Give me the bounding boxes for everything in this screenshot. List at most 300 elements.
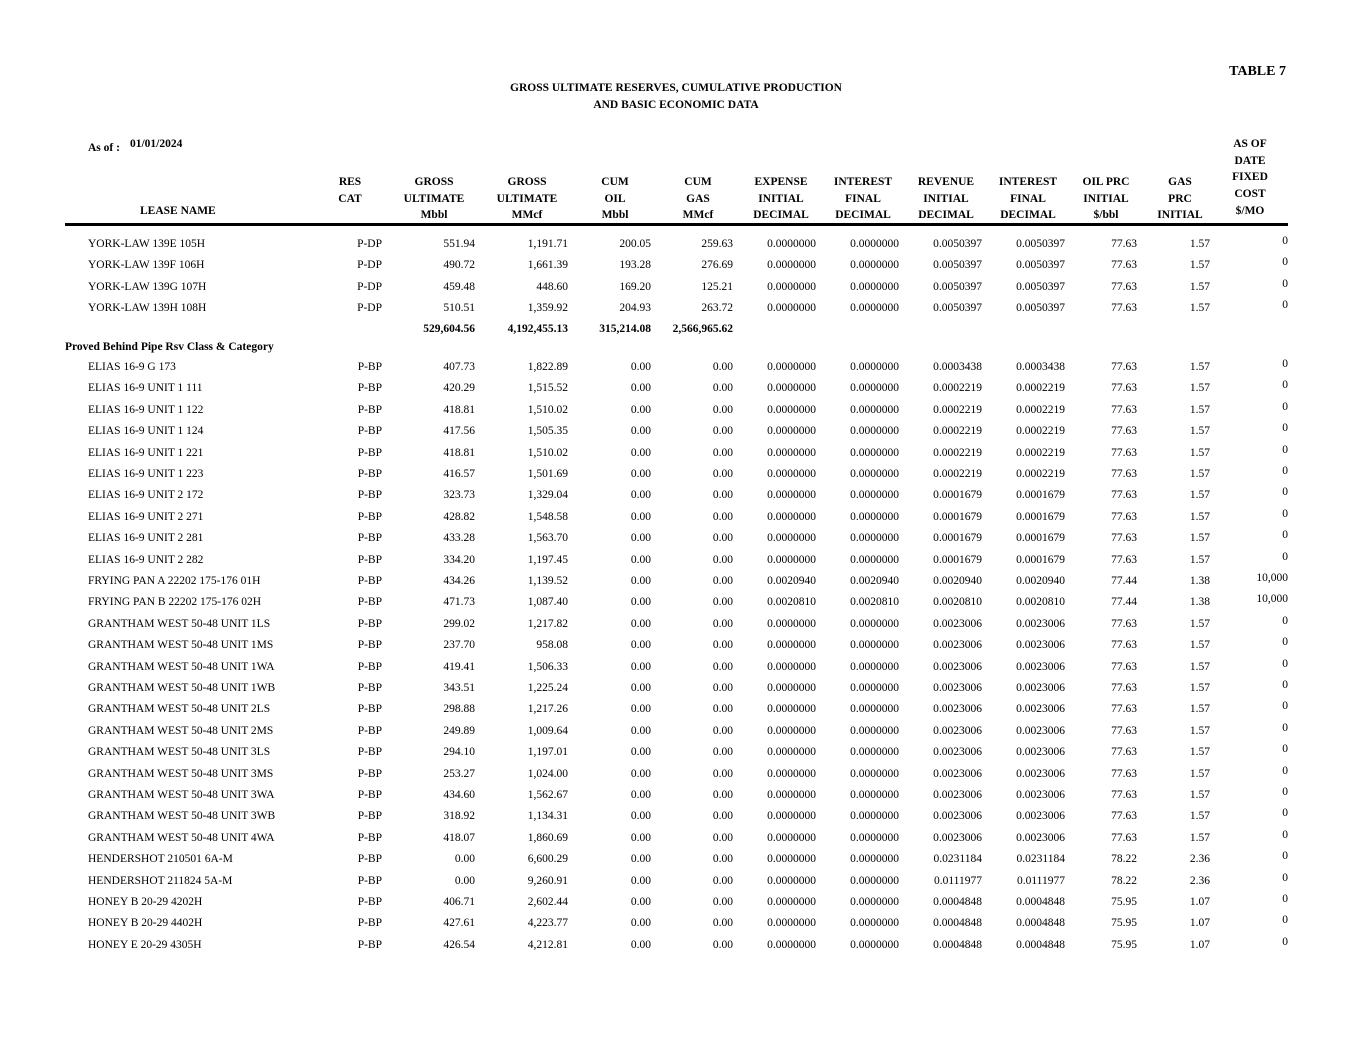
cell-lease-name: GRANTHAM WEST 50-48 UNIT 4WA: [88, 831, 275, 844]
cell-lease-name: YORK-LAW 139E 105H: [88, 238, 206, 250]
cell-cum-oil: 0.00: [630, 489, 651, 502]
table-row: [0, 444, 1365, 465]
cell-gross-gas: 1,024.00: [527, 767, 568, 780]
header-cum-gas: [675, 174, 721, 224]
as-of-label: As of :: [88, 142, 120, 154]
cell-cum-gas: 0.00: [712, 896, 733, 908]
cell-oil-price: 75.95: [1111, 917, 1137, 930]
cell-fixed-cost: 0: [1282, 743, 1288, 756]
cell-res-cat: P-BP: [357, 575, 382, 587]
cell-cum-gas: 0.00: [712, 746, 733, 759]
cell-gross-gas: 1,191.71: [527, 238, 568, 250]
cell-cum-oil: 0.00: [630, 853, 651, 866]
cell-gross-oil: 417.56: [443, 425, 475, 438]
cell-gross-gas: 1,506.33: [527, 660, 568, 673]
cell-cum-gas: 0.00: [712, 532, 733, 545]
cell-revenue-initial: 0.0023006: [933, 617, 982, 630]
table-row: [0, 850, 1365, 871]
cell-gas-price: 1.57: [1189, 425, 1210, 438]
cell-oil-price: 77.63: [1111, 532, 1137, 545]
cell-interest-final: 0.0000000: [850, 703, 899, 716]
cell-fixed-cost: 0: [1282, 379, 1288, 392]
cell-expense-initial: 0.0000000: [767, 553, 816, 566]
cell-expense-initial: 0.0000000: [767, 917, 816, 930]
cell-gross-oil: 471.73: [443, 596, 475, 609]
header-line: RES: [338, 176, 362, 188]
table-row: [0, 593, 1365, 614]
cell-res-cat: P-DP: [357, 259, 382, 272]
cell-expense-initial: 0.0000000: [767, 280, 816, 293]
cell-gas-price: 1.57: [1189, 446, 1210, 459]
cell-gas-price: 1.57: [1189, 510, 1210, 523]
cell-cum-oil: 0.00: [630, 810, 651, 823]
cell-res-cat: P-BP: [357, 682, 382, 694]
cell-expense-initial: 0.0000000: [767, 853, 816, 866]
cell-gas-price: 1.38: [1189, 596, 1210, 609]
cell-cum-gas: 0.00: [712, 617, 733, 630]
cell-gas-price: 1.57: [1189, 639, 1210, 652]
header-line: MMcf: [682, 209, 714, 222]
cell-gas-price: 2.36: [1189, 853, 1210, 866]
cell-fixed-cost: 0: [1282, 935, 1288, 948]
cell-expense-initial: 0.0000000: [767, 938, 816, 951]
cell-cum-gas: 0.00: [712, 489, 733, 502]
cell-interest-final: 0.0020940: [850, 575, 899, 587]
cell-gross-gas: 1,860.69: [527, 831, 568, 844]
as-of-date: [88, 138, 183, 154]
cell-oil-price: 77.63: [1111, 810, 1137, 823]
cell-cum-gas: 276.69: [701, 259, 733, 272]
cell-gross-gas: 9,260.91: [527, 874, 568, 887]
cell-res-cat: P-BP: [357, 831, 382, 844]
cell-gas-price: 1.57: [1189, 810, 1210, 823]
cell-lease-name: ELIAS 16-9 UNIT 2 282: [88, 553, 204, 566]
header-line: INITIAL: [1157, 209, 1203, 222]
cell-interest-final-rev: 0.0050397: [1016, 302, 1065, 315]
cell-interest-final-rev: 0.0001679: [1016, 489, 1065, 502]
cell-revenue-initial: 0.0023006: [933, 639, 982, 652]
cell-gross-oil: 343.51: [443, 682, 475, 694]
cell-cum-oil: 0.00: [630, 767, 651, 780]
cell-gross-gas: 1,548.58: [527, 510, 568, 523]
cell-lease-name: HENDERSHOT 210501 6A-M: [88, 853, 233, 866]
table-row: [0, 679, 1365, 700]
cell-revenue-initial: 0.0002219: [933, 382, 982, 395]
cell-cum-gas: 0.00: [712, 596, 733, 609]
cell-gas-price: 1.57: [1189, 361, 1210, 373]
cell-gross-oil: 434.60: [443, 789, 475, 801]
table-row: [0, 256, 1365, 277]
cell-fixed-cost: 0: [1282, 614, 1288, 627]
cell-fixed-cost: 0: [1282, 657, 1288, 670]
total-cum-gas: 2,566,965.62: [672, 323, 733, 335]
cell-cum-gas: 0.00: [712, 468, 733, 480]
cell-revenue-initial: 0.0023006: [933, 703, 982, 716]
cell-oil-price: 77.63: [1111, 724, 1137, 737]
cell-revenue-initial: 0.0050397: [933, 259, 982, 272]
table-row: [0, 401, 1365, 422]
table-row: [0, 829, 1365, 850]
cell-lease-name: ELIAS 16-9 UNIT 2 172: [88, 489, 204, 502]
cell-interest-final: 0.0000000: [850, 789, 899, 801]
cell-cum-gas: 0.00: [712, 703, 733, 716]
cell-fixed-cost: 0: [1282, 529, 1288, 542]
cell-revenue-initial: 0.0004848: [933, 938, 982, 951]
cell-cum-gas: 0.00: [712, 853, 733, 866]
cell-expense-initial: 0.0000000: [767, 789, 816, 801]
cell-cum-gas: 259.63: [701, 238, 733, 250]
total-cum-oil: 315,214.08: [599, 323, 651, 335]
cell-expense-initial: 0.0000000: [767, 468, 816, 480]
cell-lease-name: ELIAS 16-9 UNIT 2 281: [88, 532, 204, 545]
cell-res-cat: P-BP: [357, 532, 382, 545]
cell-gross-oil: 294.10: [443, 746, 475, 759]
cell-gross-oil: 420.29: [443, 382, 475, 395]
cell-cum-oil: 0.00: [630, 896, 651, 908]
cell-interest-final-rev: 0.0023006: [1016, 639, 1065, 652]
cell-interest-final: 0.0000000: [850, 896, 899, 908]
header-line: FINAL: [1010, 192, 1046, 205]
cell-lease-name: GRANTHAM WEST 50-48 UNIT 3LS: [88, 746, 271, 759]
cell-interest-final: 0.0000000: [850, 280, 899, 293]
cell-cum-gas: 0.00: [712, 917, 733, 930]
cell-lease-name: HENDERSHOT 211824 5A-M: [88, 874, 233, 887]
cell-interest-final: 0.0000000: [850, 767, 899, 780]
cell-interest-final-rev: 0.0050397: [1016, 238, 1065, 250]
cell-cum-oil: 0.00: [630, 660, 651, 673]
cell-gross-gas: 4,223.77: [527, 917, 568, 930]
cell-cum-oil: 0.00: [630, 382, 651, 395]
cell-gas-price: 1.57: [1189, 468, 1210, 480]
cell-res-cat: P-BP: [357, 874, 382, 887]
report-title-line-2: AND BASIC ECONOMIC DATA: [593, 99, 759, 111]
cell-lease-name: GRANTHAM WEST 50-48 UNIT 2MS: [88, 724, 274, 737]
cell-revenue-initial: 0.0002219: [933, 403, 982, 416]
cell-interest-final: 0.0000000: [850, 510, 899, 523]
cell-oil-price: 77.44: [1111, 575, 1137, 587]
cell-gross-gas: 4,212.81: [527, 938, 568, 951]
cell-interest-final: 0.0000000: [850, 553, 899, 566]
cell-revenue-initial: 0.0023006: [933, 746, 982, 759]
header-line: ULTIMATE: [403, 192, 465, 205]
table-row: [0, 722, 1365, 743]
cell-res-cat: P-BP: [357, 361, 382, 373]
cell-gas-price: 1.57: [1189, 746, 1210, 759]
header-fixed-cost: [1220, 136, 1280, 220]
cell-revenue-initial: 0.0001679: [933, 510, 982, 523]
cell-gas-price: 1.57: [1189, 403, 1210, 416]
cell-interest-final: 0.0000000: [850, 639, 899, 652]
cell-cum-gas: 0.00: [712, 938, 733, 951]
table-row: [0, 422, 1365, 443]
cell-lease-name: HONEY B 20-29 4402H: [88, 917, 203, 930]
cell-revenue-initial: 0.0023006: [933, 789, 982, 801]
cell-cum-gas: 0.00: [712, 403, 733, 416]
cell-expense-initial: 0.0000000: [767, 724, 816, 737]
cell-gross-gas: 1,087.40: [527, 596, 568, 609]
cell-gross-gas: 1,501.69: [527, 468, 568, 480]
cell-interest-final-rev: 0.0023006: [1016, 617, 1065, 630]
cell-fixed-cost: 0: [1282, 507, 1288, 520]
table-row: [0, 872, 1365, 893]
cell-oil-price: 77.63: [1111, 468, 1137, 480]
cell-cum-gas: 0.00: [712, 446, 733, 459]
cell-expense-initial: 0.0000000: [767, 660, 816, 673]
cell-res-cat: P-BP: [357, 767, 382, 780]
cell-cum-oil: 0.00: [630, 532, 651, 545]
cell-cum-oil: 204.93: [619, 302, 651, 315]
cell-cum-oil: 0.00: [630, 682, 651, 694]
cell-interest-final: 0.0000000: [850, 724, 899, 737]
cell-interest-final: 0.0000000: [850, 617, 899, 630]
header-line: DECIMAL: [835, 209, 891, 222]
cell-cum-oil: 169.20: [619, 280, 651, 293]
cell-interest-final: 0.0000000: [850, 238, 899, 250]
cell-interest-final-rev: 0.0023006: [1016, 682, 1065, 694]
cell-lease-name: YORK-LAW 139G 107H: [88, 280, 207, 293]
cell-gas-price: 1.57: [1189, 553, 1210, 566]
cell-gross-oil: 434.26: [443, 575, 475, 587]
cell-gas-price: 1.57: [1189, 238, 1210, 250]
table-row: [0, 658, 1365, 679]
cell-res-cat: P-BP: [357, 468, 382, 480]
cell-lease-name: FRYING PAN A 22202 175-176 01H: [88, 575, 261, 587]
cell-gross-oil: 0.00: [454, 874, 475, 887]
cell-gas-price: 1.57: [1189, 682, 1210, 694]
cell-cum-oil: 0.00: [630, 575, 651, 587]
cell-gas-price: 1.38: [1189, 575, 1210, 587]
header-line: OIL: [604, 192, 626, 205]
cell-gas-price: 1.57: [1189, 302, 1210, 315]
cell-gas-price: 1.07: [1189, 896, 1210, 908]
cell-expense-initial: 0.0000000: [767, 831, 816, 844]
cell-oil-price: 77.63: [1111, 510, 1137, 523]
cell-cum-oil: 200.05: [619, 238, 651, 250]
cell-fixed-cost: 0: [1282, 486, 1288, 499]
cell-expense-initial: 0.0000000: [767, 874, 816, 887]
cell-fixed-cost: 0: [1282, 358, 1288, 370]
cell-fixed-cost: 0: [1282, 700, 1288, 713]
cell-cum-oil: 0.00: [630, 724, 651, 737]
cell-gross-gas: 448.60: [536, 280, 568, 293]
cell-gas-price: 1.57: [1189, 724, 1210, 737]
cell-gross-oil: 334.20: [443, 553, 475, 566]
header-line: GAS: [1168, 176, 1192, 188]
table-row: [0, 508, 1365, 529]
table-row: [0, 936, 1365, 957]
header-gross-gas: [487, 174, 567, 224]
cell-gross-gas: 1,822.89: [527, 361, 568, 373]
cell-revenue-initial: 0.0001679: [933, 489, 982, 502]
header-line: AS OF: [1233, 138, 1267, 150]
cell-res-cat: P-BP: [357, 489, 382, 502]
table-row: [0, 299, 1365, 320]
header-line: DECIMAL: [918, 209, 974, 222]
cell-gas-price: 1.57: [1189, 259, 1210, 272]
cell-interest-final-rev: 0.0002219: [1016, 468, 1065, 480]
cell-lease-name: GRANTHAM WEST 50-48 UNIT 3WA: [88, 789, 275, 801]
header-line: DECIMAL: [1000, 209, 1056, 222]
cell-cum-gas: 0.00: [712, 382, 733, 395]
cell-cum-gas: 0.00: [712, 639, 733, 652]
cell-oil-price: 77.63: [1111, 767, 1137, 780]
cell-expense-initial: 0.0000000: [767, 403, 816, 416]
cell-gas-price: 1.57: [1189, 660, 1210, 673]
cell-interest-final: 0.0000000: [850, 446, 899, 459]
cell-revenue-initial: 0.0023006: [933, 810, 982, 823]
cell-interest-final: 0.0000000: [850, 660, 899, 673]
table-row: [0, 893, 1365, 914]
cell-fixed-cost: 0: [1282, 914, 1288, 927]
cell-gross-gas: 1,515.52: [527, 382, 568, 395]
cell-expense-initial: 0.0020940: [767, 575, 816, 587]
cell-interest-final-rev: 0.0023006: [1016, 660, 1065, 673]
header-line: OIL PRC: [1082, 176, 1130, 188]
cell-interest-final-rev: 0.0023006: [1016, 831, 1065, 844]
totals-row: [0, 323, 1365, 343]
cell-lease-name: GRANTHAM WEST 50-48 UNIT 1LS: [88, 617, 271, 630]
cell-interest-final: 0.0000000: [850, 468, 899, 480]
cell-lease-name: ELIAS 16-9 G 173: [88, 361, 176, 373]
cell-lease-name: GRANTHAM WEST 50-48 UNIT 1MS: [88, 639, 274, 652]
cell-oil-price: 77.63: [1111, 617, 1137, 630]
as-of-value: 01/01/2024: [129, 138, 183, 150]
cell-gross-oil: 253.27: [443, 767, 475, 780]
cell-interest-final: 0.0000000: [850, 403, 899, 416]
header-line: Mbbl: [601, 209, 629, 222]
cell-expense-initial: 0.0000000: [767, 489, 816, 502]
cell-gas-price: 1.57: [1189, 617, 1210, 630]
cell-gas-price: 1.07: [1189, 938, 1210, 951]
cell-oil-price: 77.63: [1111, 831, 1137, 844]
cell-cum-oil: 0.00: [630, 746, 651, 759]
total-gross-oil: 529,604.56: [423, 323, 475, 335]
cell-interest-final: 0.0000000: [850, 489, 899, 502]
cell-revenue-initial: 0.0023006: [933, 724, 982, 737]
cell-fixed-cost: 0: [1282, 256, 1288, 269]
cell-gas-price: 1.57: [1189, 703, 1210, 716]
cell-gross-gas: 1,217.26: [527, 703, 568, 716]
cell-res-cat: P-DP: [357, 280, 382, 293]
cell-revenue-initial: 0.0050397: [933, 238, 982, 250]
header-line: INTEREST: [998, 176, 1058, 188]
cell-cum-oil: 0.00: [630, 617, 651, 630]
header-interest-final-2: [992, 174, 1064, 224]
cell-expense-initial: 0.0000000: [767, 382, 816, 395]
cell-gross-oil: 249.89: [443, 724, 475, 737]
cell-revenue-initial: 0.0111977: [933, 874, 982, 887]
header-cum-oil: [592, 174, 638, 224]
cell-gross-gas: 1,197.01: [527, 746, 568, 759]
cell-interest-final-rev: 0.0004848: [1016, 938, 1065, 951]
cell-gross-gas: 1,510.02: [527, 446, 568, 459]
section-heading: Proved Behind Pipe Rsv Class & Category: [65, 341, 274, 353]
table-row: [0, 786, 1365, 807]
cell-fixed-cost: 0: [1282, 400, 1288, 413]
header-line: INTEREST: [833, 176, 893, 188]
header-line: Mbbl: [420, 209, 448, 222]
cell-interest-final: 0.0000000: [850, 425, 899, 438]
cell-revenue-initial: 0.0001679: [933, 532, 982, 545]
header-line: FINAL: [845, 192, 881, 205]
cell-gross-oil: 299.02: [443, 617, 475, 630]
cell-gas-price: 1.57: [1189, 280, 1210, 293]
table-row: [0, 358, 1365, 379]
cell-fixed-cost: 0: [1282, 422, 1288, 435]
cell-cum-oil: 0.00: [630, 938, 651, 951]
cell-res-cat: P-BP: [357, 510, 382, 523]
cell-interest-final-rev: 0.0003438: [1016, 361, 1065, 373]
cell-interest-final-rev: 0.0050397: [1016, 259, 1065, 272]
cell-lease-name: ELIAS 16-9 UNIT 1 111: [88, 382, 203, 395]
cell-oil-price: 77.63: [1111, 682, 1137, 694]
cell-cum-gas: 0.00: [712, 874, 733, 887]
cell-cum-gas: 0.00: [712, 553, 733, 566]
cell-revenue-initial: 0.0004848: [933, 896, 982, 908]
cell-lease-name: FRYING PAN B 22202 175-176 02H: [88, 596, 262, 609]
cell-oil-price: 77.63: [1111, 403, 1137, 416]
header-line: INITIAL: [1083, 192, 1129, 205]
cell-interest-final-rev: 0.0002219: [1016, 446, 1065, 459]
cell-gross-oil: 418.07: [443, 831, 475, 844]
cell-oil-price: 77.63: [1111, 703, 1137, 716]
cell-gross-gas: 1,197.45: [527, 553, 568, 566]
table-row: [0, 700, 1365, 721]
cell-gross-oil: 418.81: [443, 403, 475, 416]
header-line: $/MO: [1235, 204, 1265, 217]
table-row: [0, 235, 1365, 256]
cell-fixed-cost: 0: [1282, 465, 1288, 477]
cell-gross-oil: 318.92: [443, 810, 475, 823]
cell-gross-oil: 510.51: [443, 302, 475, 315]
cell-gross-gas: 1,329.04: [527, 489, 568, 502]
cell-interest-final-rev: 0.0050397: [1016, 280, 1065, 293]
cell-gross-gas: 1,359.92: [527, 302, 568, 315]
cell-gross-gas: 1,134.31: [527, 810, 568, 823]
header-line: COST: [1234, 188, 1266, 201]
cell-expense-initial: 0.0000000: [767, 703, 816, 716]
cell-oil-price: 75.95: [1111, 938, 1137, 951]
cell-gross-oil: 237.70: [443, 639, 475, 652]
cell-gross-oil: 323.73: [443, 489, 475, 502]
cell-res-cat: P-BP: [357, 617, 382, 630]
cell-interest-final: 0.0000000: [850, 938, 899, 951]
cell-cum-oil: 0.00: [630, 831, 651, 844]
header-line: CUM: [684, 176, 712, 188]
cell-gross-gas: 1,139.52: [527, 575, 568, 587]
cell-cum-oil: 0.00: [630, 510, 651, 523]
cell-expense-initial: 0.0000000: [767, 302, 816, 315]
cell-interest-final: 0.0000000: [850, 302, 899, 315]
cell-interest-final-rev: 0.0001679: [1016, 532, 1065, 545]
header-gas-price: [1148, 174, 1212, 224]
cell-res-cat: P-BP: [357, 746, 382, 759]
cell-lease-name: ELIAS 16-9 UNIT 1 223: [88, 468, 204, 480]
header-line: INITIAL: [758, 192, 804, 205]
cell-expense-initial: 0.0000000: [767, 767, 816, 780]
cell-revenue-initial: 0.0020940: [933, 575, 982, 587]
table-row: [0, 486, 1365, 507]
cell-revenue-initial: 0.0050397: [933, 280, 982, 293]
cell-lease-name: GRANTHAM WEST 50-48 UNIT 3MS: [88, 767, 274, 780]
cell-interest-final-rev: 0.0023006: [1016, 767, 1065, 780]
cell-interest-final-rev: 0.0004848: [1016, 896, 1065, 908]
cell-revenue-initial: 0.0231184: [933, 853, 982, 866]
header-line: INITIAL: [923, 192, 969, 205]
cell-res-cat: P-BP: [357, 703, 382, 716]
table-row: [0, 465, 1365, 486]
cell-res-cat: P-BP: [357, 938, 382, 951]
